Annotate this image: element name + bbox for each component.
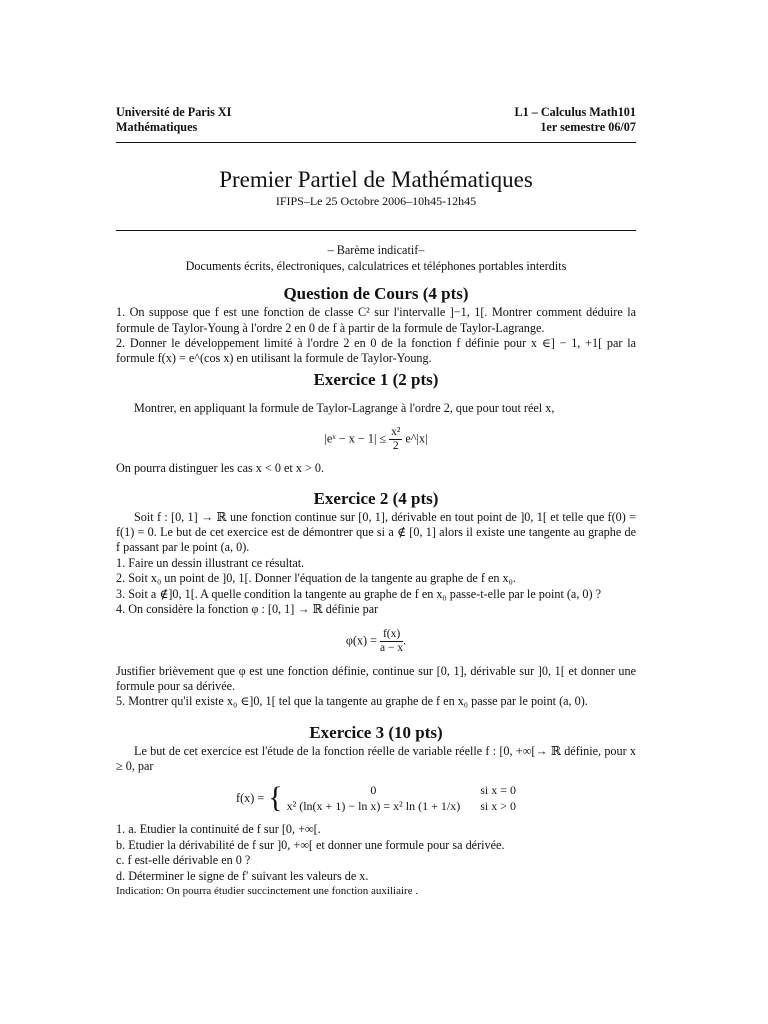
exam-page <box>116 105 636 899</box>
bareme-note: – Barème indicatif– <box>327 243 425 258</box>
cours-question-2: 2. Donner le développement limité à l'ordre 2 en 0 de la fonction f définie pour x ∈] − 1, +1[ par la formule f(x) = e^(cos x) en utilisant la formule de Taylor-Young. <box>116 336 636 366</box>
ex2-question-1: 1. Faire un dessin illustrant ce résultat. <box>116 555 305 570</box>
exam-title: Premier Partiel de Mathématiques <box>219 167 533 192</box>
ex3-intro: Le but de cet exercice est l'étude de la fonction réelle de variable réelle f : [0, +∞[→ ℝ définie, pour x ≥ 0, par <box>116 743 636 774</box>
ex1-fraction-num: x² <box>391 426 401 439</box>
ex2-question-3: 3. Soit a ∉]0, 1[. A quelle condition la tangente au graphe de f en x₀ passe-t-elle par le point (a, 0) ? <box>116 586 602 601</box>
ex3-question-a: 1. a. Etudier la continuité de f sur [0, +∞[. <box>116 822 321 837</box>
ex1-note: On pourra distinguer les cas x < 0 et x > 0. <box>116 461 325 476</box>
department-name: Mathématiques <box>116 120 198 134</box>
ex2-question-4: 4. On considère la fonction φ : [0, 1] → ℝ définie par <box>116 602 379 617</box>
cours-heading: Question de Cours (4 pts) <box>283 284 469 304</box>
ex2-phi-den: a − x <box>380 641 404 654</box>
exam-subtitle: IFIPS–Le 25 Octobre 2006–10h45-12h45 <box>275 194 477 208</box>
ex2-phi-end: . <box>403 632 407 647</box>
ex2-phi-lhs: φ(x) = <box>345 632 377 647</box>
ex2-phi-num: f(x) <box>380 628 403 642</box>
course-name: L1 – Calculus Math101 <box>514 105 636 119</box>
ex1-intro: Montrer, en appliquant la formule de Taylor-Lagrange à l'ordre 2, que pour tout réel x, <box>134 400 555 415</box>
ex2-question-5: 5. Montrer qu'il existe x₀ ∈]0, 1[ tel que la tangente au graphe de f en x₀ passe par le point (a, 0). <box>116 694 588 709</box>
ex2-phi-fraction <box>380 628 403 655</box>
ex3-cases <box>287 783 516 815</box>
ex1-lhs: |eˣ − x − 1| ≤ <box>324 431 387 446</box>
ex3-question-d: d. Déterminer le signe de f′ suivant les valeurs de x. <box>116 868 369 883</box>
ex3-heading: Exercice 3 (10 pts) <box>309 722 443 742</box>
ex3-case1-condition: si x = 0 <box>480 782 516 797</box>
ex3-question-c: c. f est-elle dérivable en 0 ? <box>116 853 251 868</box>
ex3-f-lhs: f(x) = <box>236 790 265 805</box>
ex2-justify: Justifier brièvement que φ est une fonction définie, continue sur [0, 1], dérivable sur ]0, 1[ et donner une formule pour sa dérivée. <box>116 663 636 693</box>
ex3-f-definition <box>116 783 636 815</box>
ex3-indication: Indication: On pourra étudier succinctement une fonction auxiliaire . <box>116 884 419 897</box>
ex2-question-2: 2. Soit x₀ un point de ]0, 1[. Donner l'équation de la tangente au graphe de f en x₀. <box>116 571 516 586</box>
ex3-question-b: b. Etudier la dérivabilité de f sur ]0, +∞[ et donner une formule pour sa dérivée. <box>116 837 505 852</box>
ex2-heading: Exercice 2 (4 pts) <box>313 488 439 508</box>
ex2-phi-definition <box>116 628 636 655</box>
cours-question-1: 1. On suppose que f est une fonction de classe C² sur l'intervalle ]−1, 1[. Montrer comment déduire la formule de Taylor-Young à l'ordre 2 en 0 de f à partir de la formule de Taylor-Lagrange. <box>116 305 636 335</box>
header <box>116 105 636 135</box>
left-brace-symbol: { <box>268 781 283 815</box>
university-name: Université de Paris XI <box>116 105 232 119</box>
ex1-heading: Exercice 1 (2 pts) <box>313 369 439 389</box>
title-rule <box>116 230 636 231</box>
ex1-inequality <box>116 426 636 453</box>
documents-note: Documents écrits, électroniques, calculatrices et téléphones portables interdits <box>185 258 567 273</box>
header-rule <box>116 142 636 143</box>
ex1-fraction-den: 2 <box>392 440 399 453</box>
ex1-fraction <box>389 426 402 453</box>
ex3-case2-value: x² (ln(x + 1) − ln x) = x² ln (1 + 1/x) <box>286 798 461 813</box>
ex2-intro: Soit f : [0, 1] → ℝ une fonction continue sur [0, 1], dérivable en tout point de ]0, 1[ et telle que f(0) = f(1) = 0. Le but de cet exercice est de démontrer que si a ∉ [0, 1] alors il existe une tangente au graphe de f passant par le point (a, 0). <box>116 509 636 555</box>
ex3-case1-value: 0 <box>370 782 377 797</box>
ex3-case2-condition: si x > 0 <box>480 798 516 813</box>
semester: 1er semestre 06/07 <box>540 120 636 134</box>
ex1-rhs: e^|x| <box>405 431 428 446</box>
